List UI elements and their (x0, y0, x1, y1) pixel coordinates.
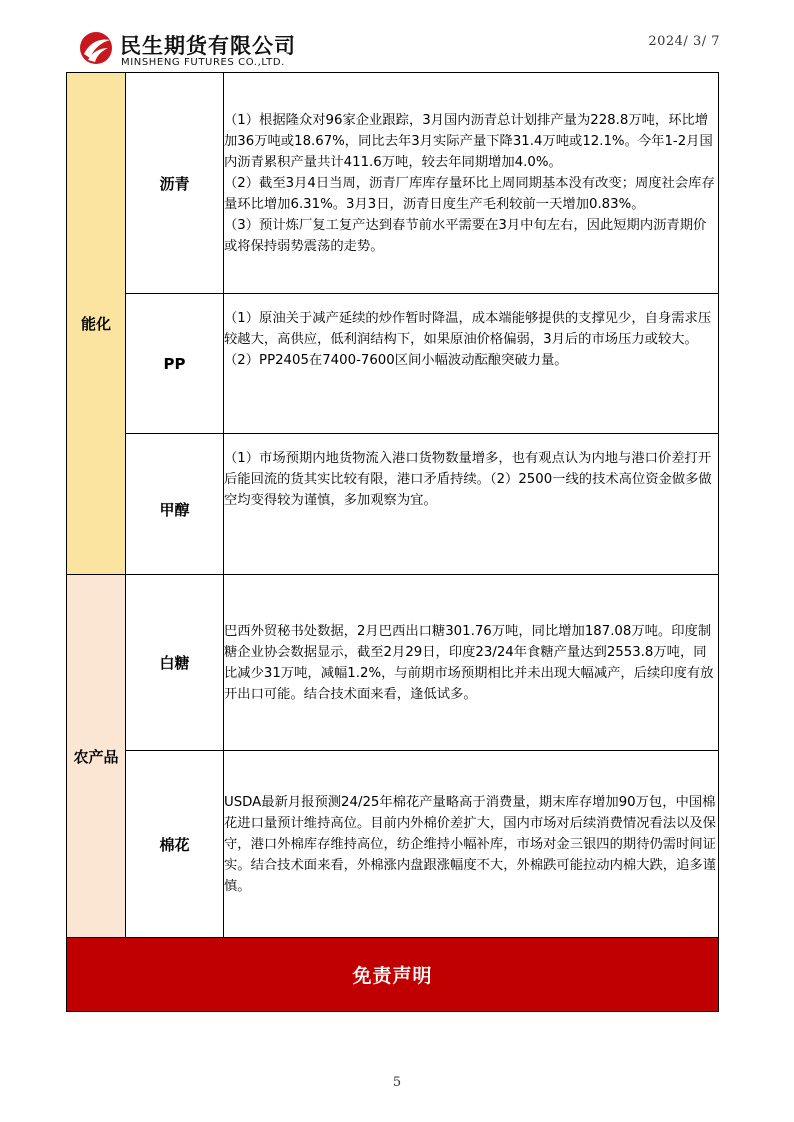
report-date: 2024/ 3/ 7 (648, 34, 720, 49)
table-row-disclaimer (67, 938, 719, 1012)
sector-cell-agriculture: 农产品 (67, 575, 126, 938)
page-number: 5 (392, 1075, 402, 1090)
commentary-paragraph: （1）根据隆众对96家企业跟踪，3月国内沥青总计划排产量为228.8万吨，环比增加36万吨或18.67%，同比去年3月实际产量下降31.4万吨或12.1%。今年1-2月国内沥青累积产量共计411.6万吨，较去年同期增加4.0%。 (224, 112, 713, 170)
commentary-paragraph: （1）原油关于减产延续的炒作暂时降温，成本端能够提供的支撑见少，自身需求压较越大，高供应，低利润结构下，如果原油价格偏弱，3月后的市场压力或较大。（2）PP2405在7400-7600区间小幅波动酝酿突破力量。 (224, 311, 712, 368)
table-row-methanol (67, 434, 719, 575)
commodity-table (66, 72, 719, 1012)
commentary-methanol (224, 434, 719, 575)
commentary-sugar (224, 575, 719, 751)
commentary-pp (224, 294, 719, 434)
product-label-methanol: 甲醇 (126, 434, 224, 575)
brand-name-en: MINSHENG FUTURES CO.,LTD. (121, 57, 285, 68)
commentary-paragraph: 巴西外贸秘书处数据，2月巴西出口糖301.76万吨，同比增加187.08万吨。印度制糖企业协会数据显示，截至2月29日，印度23/24年食糖产量达到2553.8万吨，同比减少31万吨，减幅1.2%，与前期市场预期相比并未出现大幅减产，后续印度有放开出口可能。结合技术面来看，逢低试多。 (224, 623, 714, 702)
commentary-paragraph: （2）截至3月4日当周，沥青厂库库存量环比上周同期基本没有改变；周度社会库存量环比增加6.31%。3月3日，沥青日度生产毛利较前一天增加0.83%。 (224, 175, 715, 212)
commentary-paragraph: USDA最新月报预测24/25年棉花产量略高于消费量，期末库存增加90万包，中国棉花进口量预计维持高位。目前内外棉价差扩大，国内市场对后续消费情况看法以及保守，港口外棉库存维持高位，纺企维持小幅补库，市场对金三银四的期待仍需时间证实。结合技术面来看，外棉涨内盘跟涨幅度不大，外棉跌可能拉动内棉大跌，追多谨慎。 (224, 794, 716, 894)
commentary-asphalt (224, 73, 719, 294)
minsheng-logo-icon (78, 30, 114, 66)
commentary-cotton (224, 751, 719, 938)
table-row-asphalt (67, 73, 719, 294)
product-label-pp: PP (126, 294, 224, 434)
product-label-sugar: 白糖 (126, 575, 224, 751)
product-label-cotton: 棉花 (126, 751, 224, 938)
page-header (0, 0, 794, 72)
table-row-cotton (67, 751, 719, 938)
table-row-sugar (67, 575, 719, 751)
brand-name-cn: 民生期货有限公司 (120, 34, 296, 58)
commentary-paragraph: （3）预计炼厂复工复产达到春节前水平需要在3月中旬左右，因此短期内沥青期价或将保持弱势震荡的走势。 (224, 217, 707, 254)
table-row-pp (67, 294, 719, 434)
sector-cell-energy: 能化 (67, 73, 126, 575)
commentary-paragraph: （1）市场预期内地货物流入港口货物数量增多，也有观点认为内地与港口价差打开后能回流的货其实比较有限，港口矛盾持续。（2）2500一线的技术高位资金做多做空均变得较为谨慎，多加观察为宜。 (224, 451, 712, 508)
disclaimer-banner: 免责声明 (67, 938, 719, 1012)
product-label-asphalt: 沥青 (126, 73, 224, 294)
